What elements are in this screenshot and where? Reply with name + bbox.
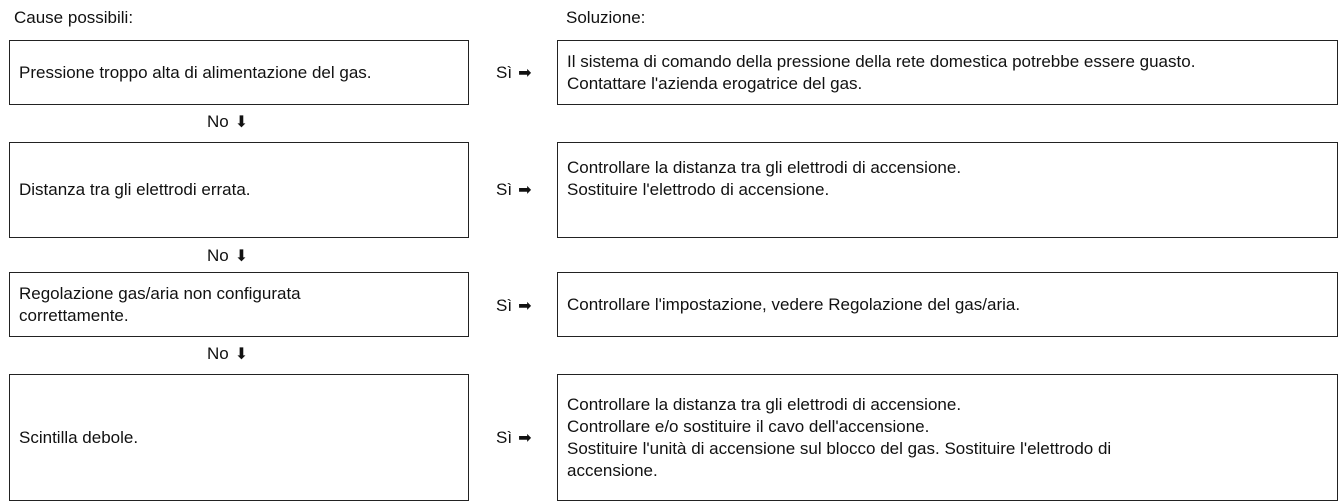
- solution-line: Controllare e/o sostituire il cavo dell'accensione.: [567, 416, 930, 436]
- cause-box-1: [9, 40, 469, 105]
- causes-header: Cause possibili:: [14, 8, 134, 27]
- no-connector-2: [207, 246, 248, 267]
- solution-line: Il sistema di comando della pressione della rete domestica potrebbe essere guasto.: [567, 51, 1196, 71]
- solution-list: [567, 294, 1020, 316]
- arrow-right-icon: ➡: [518, 182, 532, 199]
- no-label: No: [207, 344, 229, 363]
- yes-connector-1: [496, 63, 531, 84]
- yes-label: Sì: [496, 296, 513, 315]
- solution-box-3: [557, 272, 1338, 337]
- solution-box-4: [557, 374, 1338, 501]
- cause-box-2: [9, 142, 469, 238]
- yes-label: Sì: [496, 428, 513, 447]
- solution-list: [567, 394, 1187, 482]
- arrow-right-icon: ➡: [518, 298, 532, 315]
- solution-line: Sostituire l'unità di accensione sul blocco del gas. Sostituire l'elettrodo di accensione.: [567, 438, 1112, 480]
- yes-connector-4: [496, 428, 531, 449]
- solution-box-1: [557, 40, 1338, 105]
- no-connector-1: [207, 112, 248, 133]
- solution-line: Controllare la distanza tra gli elettrodi di accensione.: [567, 394, 962, 414]
- arrow-down-icon: ⬇: [234, 346, 249, 363]
- arrow-down-icon: ⬇: [234, 248, 249, 265]
- solution-list: [567, 51, 1195, 95]
- cause-text: Distanza tra gli elettrodi errata.: [19, 180, 251, 199]
- solution-box-2: [557, 142, 1338, 238]
- arrow-right-icon: ➡: [518, 65, 532, 82]
- cause-text: Pressione troppo alta di alimentazione del gas.: [19, 62, 372, 82]
- solution-line: Sostituire l'elettrodo di accensione.: [567, 180, 830, 199]
- cause-box-3: [9, 272, 469, 337]
- solution-list: [567, 157, 961, 201]
- solution-line: Contattare l'azienda erogatrice del gas.: [567, 73, 863, 93]
- cause-text: Regolazione gas/aria non configurata correttamente.: [19, 283, 301, 325]
- arrow-right-icon: ➡: [518, 430, 532, 447]
- no-connector-3: [207, 344, 248, 365]
- yes-label: Sì: [496, 63, 513, 82]
- cause-box-4: [9, 374, 469, 501]
- yes-connector-2: [496, 180, 531, 201]
- no-label: No: [207, 246, 229, 265]
- solution-line: Controllare la distanza tra gli elettrodi di accensione.: [567, 158, 962, 177]
- solution-header: Soluzione:: [566, 8, 646, 27]
- yes-connector-3: [496, 296, 531, 317]
- yes-label: Sì: [496, 180, 513, 199]
- arrow-down-icon: ⬇: [234, 114, 249, 131]
- solution-line: Controllare l'impostazione, vedere Regolazione del gas/aria.: [567, 294, 1021, 314]
- cause-text: Scintilla debole.: [19, 427, 139, 447]
- no-label: No: [207, 112, 229, 131]
